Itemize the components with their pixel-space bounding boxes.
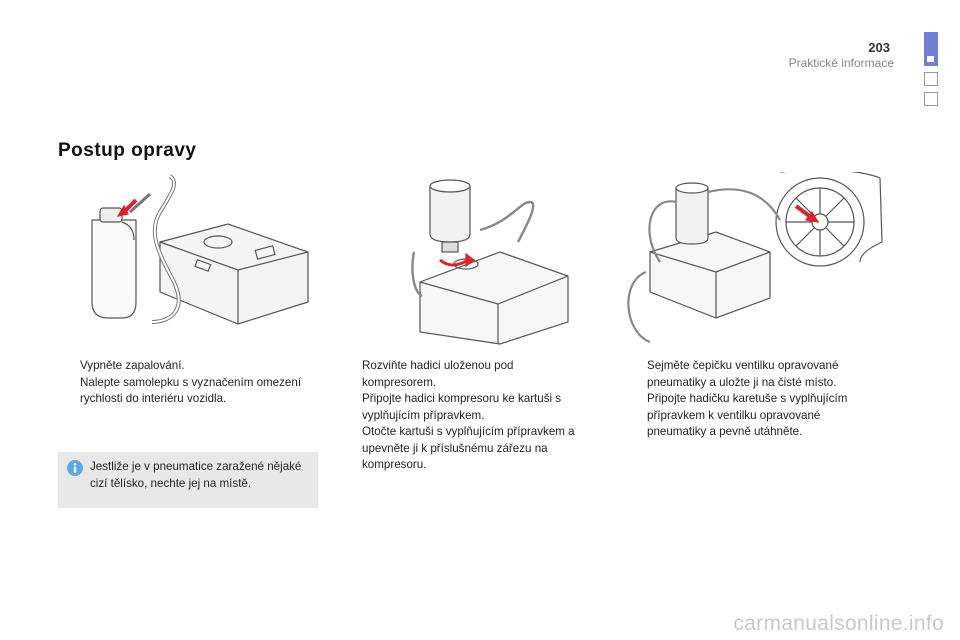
illustration-wheel-connect [620, 172, 890, 348]
step-text: Otočte kartuši s vyplňujícím přípravkem a upevněte ji k příslušnému zářezu na kompresoru. [362, 425, 575, 471]
watermark: carmanualsonline.info [733, 612, 944, 635]
step-text: Připojte hadici kompresoru ke kartuši s vyplňujícím přípravkem. [362, 392, 562, 422]
step-item [625, 358, 880, 391]
step-text: Rozviňte hadici uloženou pod kompresorem. [362, 359, 514, 389]
note-text: Jestliže je v pneumatice zaražené nějaké cizí tělísko, nechte jej na místě. [90, 460, 302, 490]
step-text: Sejměte čepičku ventilku opravované pneumatiky a uložte ji na čisté místo. [647, 359, 839, 389]
step-text: Nalepte samolepku s vyznačením omezení rychlosti do interiéru vozidla. [80, 375, 302, 405]
step-text: Vypněte zapalování. [80, 359, 185, 372]
steps-column-1 [58, 358, 320, 408]
steps-column-2 [340, 358, 585, 474]
nav-square-2[interactable] [924, 72, 938, 86]
info-note [58, 452, 318, 508]
info-icon [67, 460, 83, 476]
step-item [58, 358, 320, 375]
step-item [340, 391, 585, 424]
page-number: 203 [868, 40, 890, 55]
step-item [625, 391, 880, 441]
illustration-sticker-compressor [78, 172, 328, 348]
page-title: Postup opravy [58, 140, 197, 161]
step-text: Připojte hadičku karetuše s vyplňujícím přípravkem k ventilku opravované pneumatiky a pevně utáhněte. [647, 392, 848, 438]
steps-column-3 [625, 358, 880, 441]
step-item [58, 375, 320, 408]
section-label: Praktické informace [788, 56, 894, 70]
step-item [340, 424, 585, 474]
step-item [340, 358, 585, 391]
nav-dot [927, 56, 934, 62]
nav-square-active[interactable] [924, 32, 938, 66]
illustration-cartridge [400, 172, 580, 348]
nav-square-3[interactable] [924, 92, 938, 106]
